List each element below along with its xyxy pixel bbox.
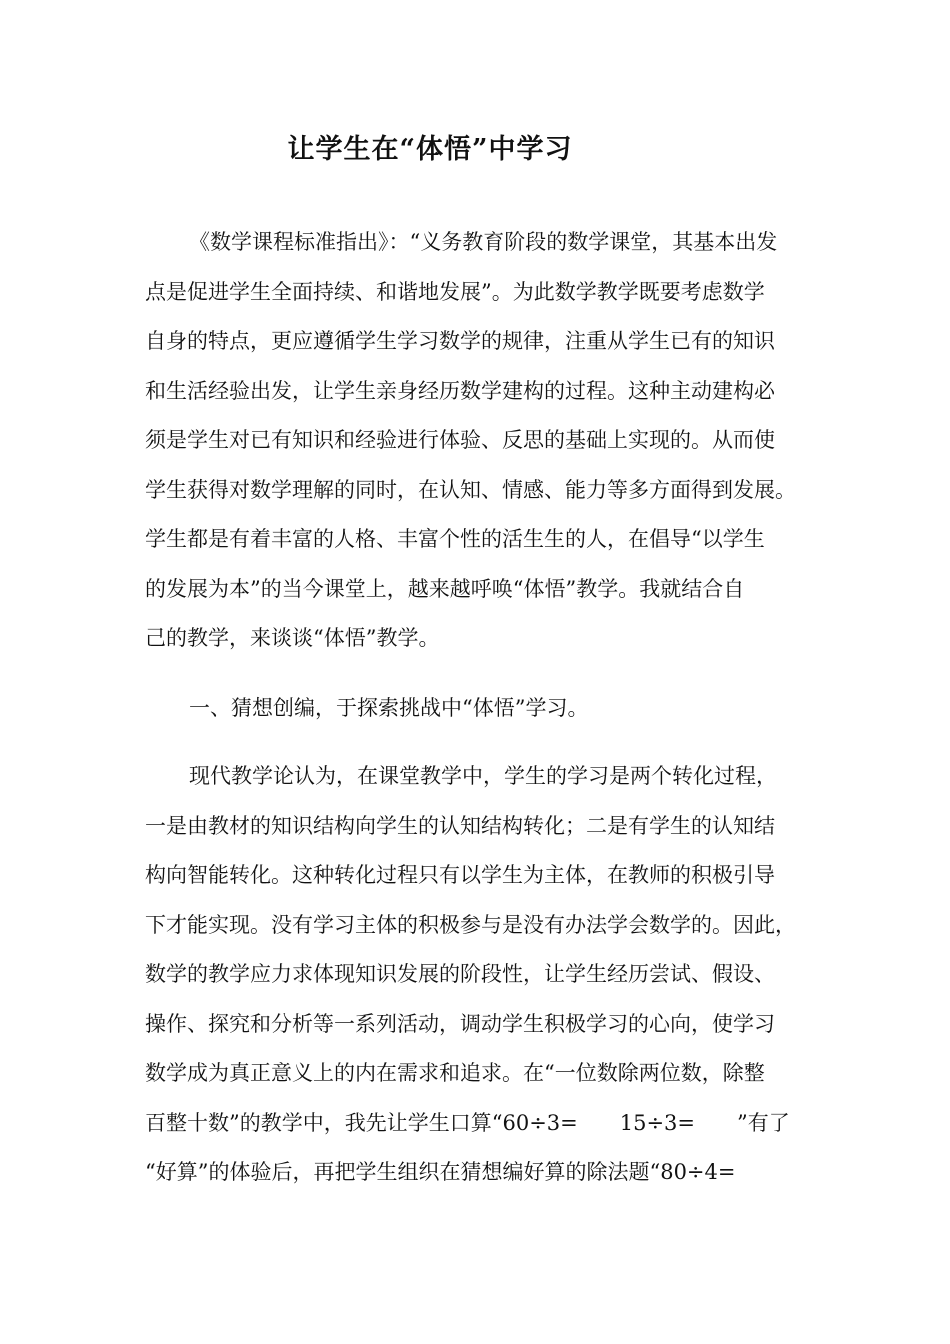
text-line: 操作、探究和分析等一系列活动，调动学生积极学习的心向，使学习 (145, 1011, 775, 1036)
section-heading (145, 684, 825, 734)
paragraph-section-one (145, 752, 825, 1198)
document-title: 让学生在“体悟”中学习 (287, 134, 573, 165)
text-line: 百整十数”的教学中，我先让学生口算“60÷3= 15÷3= ”有了 (145, 1110, 790, 1135)
text-line: 己的教学，来谈谈“体悟”教学。 (145, 626, 440, 650)
text-line: 的发展为本”的当今课堂上，越来越呼唤“体悟”教学。我就结合自 (145, 576, 745, 601)
text-line: 下才能实现。没有学习主体的积极参与是没有办法学会数学的。因此， (145, 912, 796, 937)
text-line: 须是学生对已有知识和经验进行体验、反思的基础上实现的。从而使 (145, 428, 775, 452)
heading-text: 一、猜想创编，于探索挑战中“体悟”学习。 (189, 696, 589, 720)
text-line: 一是由教材的知识结构向学生的认知结构转化；二是有学生的认知结 (145, 813, 775, 838)
text-line: 和生活经验出发，让学生亲身经历数学建构的过程。这种主动建构必 (145, 378, 775, 403)
text-line: 数学成为真正意义上的内在需求和追求。在“一位数除两位数，除整 (145, 1061, 765, 1085)
text-line: 自身的特点，更应遵循学生学习数学的规律，注重从学生已有的知识 (145, 329, 775, 353)
text-line: 数学的教学应力求体现知识发展的阶段性，让学生经历尝试、假设、 (145, 962, 775, 986)
text-line: 点是促进学生全面持续、和谐地发展”。为此数学教学既要考虑数学 (145, 279, 765, 304)
text-line: 学生获得对数学理解的同时，在认知、情感、能力等多方面得到发展。 (145, 477, 796, 502)
text-line: 学生都是有着丰富的人格、丰富个性的活生生的人，在倡导“以学生 (145, 527, 765, 551)
text-line: 《数学课程标准指出》：“义务教育阶段的数学课堂，其基本出发 (189, 230, 778, 254)
text-line: “好算”的体验后，再把学生组织在猜想编好算的除法题“80÷4= (145, 1160, 736, 1184)
paragraph-intro (145, 218, 825, 664)
text-line: 现代教学论认为，在课堂教学中，学生的学习是两个转化过程， (189, 764, 777, 788)
text-line: 构向智能转化。这种转化过程只有以学生为主体，在教师的积极引导 (145, 863, 775, 887)
